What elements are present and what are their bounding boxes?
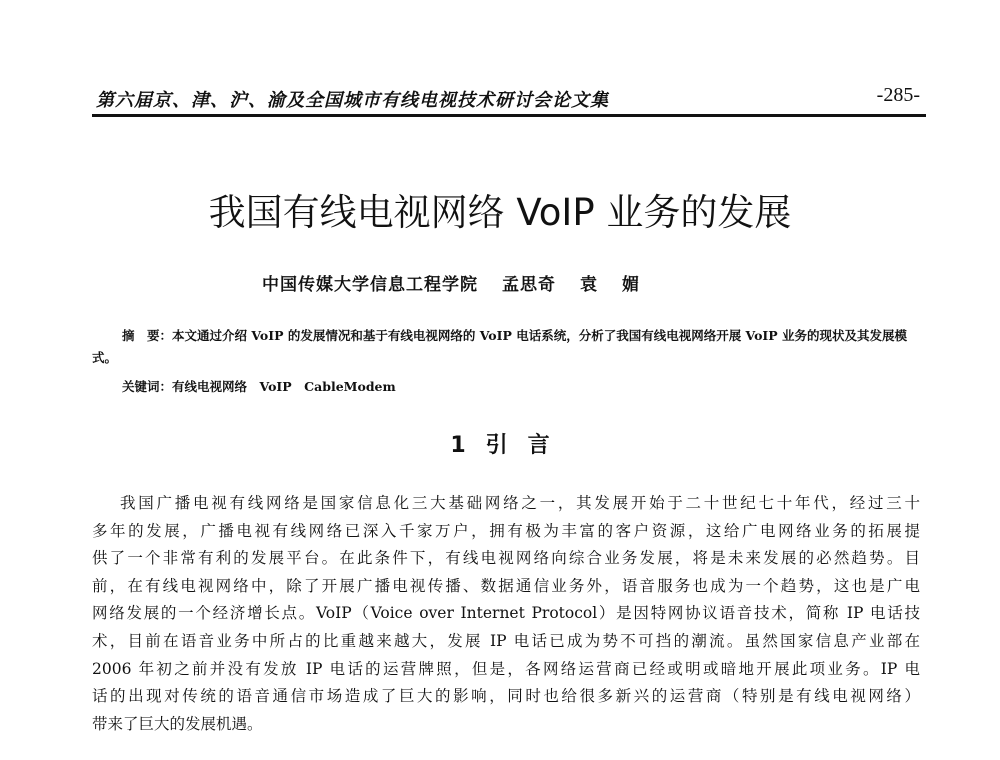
author-name: 孟思奇 bbox=[502, 275, 556, 295]
body-line: 带来了巨大的发展机遇。 bbox=[92, 714, 263, 733]
body-line: 供了一个非常有利的发展平台。在此条件下，有线电视网络向综合业务发展，将是未来发展的必然趋势。目 bbox=[92, 549, 920, 568]
proceedings-title: 第六届京、津、沪、渝及全国城市有线电视技术研讨会论文集 bbox=[96, 90, 609, 111]
section-title-char: 引 bbox=[485, 433, 508, 458]
body-line: 2006 年初之前并没有发放 IP 电话的运营牌照，但是，各网络运营商已经或明或暗地开展此项业务。IP 电 bbox=[92, 659, 920, 678]
affiliation: 中国传媒大学信息工程学院 bbox=[262, 275, 478, 295]
section-title-char: 言 bbox=[527, 433, 550, 458]
body-line: 术，目前在语音业务中所占的比重越来越大，发展 IP 电话已成为势不可挡的潮流。虽然国家信息产业部在 bbox=[92, 631, 920, 650]
keywords bbox=[122, 377, 396, 395]
abstract-text: 本文通过介绍 VoIP 的发展情况和基于有线电视网络的 VoIP 电话系统，分析了我国有线电视网络开展 VoIP 业务的现状及其发展模式。 bbox=[92, 328, 908, 365]
keywords-text: 有线电视网络 VoIP CableModem bbox=[172, 379, 396, 394]
author-line bbox=[262, 270, 640, 295]
body-line: 我国广播电视有线网络是国家信息化三大基础网络之一，其发展开始于二十世纪七十年代，经过三十 bbox=[120, 494, 920, 512]
body-line: 多年的发展，广播电视有线网络已深入千家万户，拥有极为丰富的客户资源，这给广电网络业务的拓展提 bbox=[92, 521, 920, 540]
abstract bbox=[92, 325, 922, 369]
author-name: 媚 bbox=[622, 275, 640, 295]
paper-title: 我国有线电视网络 VoIP 业务的发展 bbox=[208, 191, 792, 234]
section-heading bbox=[0, 428, 1000, 459]
author-name: 袁 bbox=[580, 275, 598, 295]
section-number: 1 bbox=[450, 433, 466, 458]
abstract-label: 摘 要： bbox=[122, 328, 173, 343]
body-paragraph bbox=[92, 490, 920, 738]
page-number: -285- bbox=[876, 84, 920, 106]
body-line: 前，在有线电视网络中，除了开展广播电视传播、数据通信业务外，语音服务也成为一个趋势，这也是广电 bbox=[92, 576, 920, 595]
body-line: 话的出现对传统的语音通信市场造成了巨大的影响，同时也给很多新兴的运营商（特别是有线电视网络） bbox=[92, 687, 920, 706]
running-header bbox=[92, 84, 926, 117]
keywords-label: 关键词： bbox=[122, 379, 173, 394]
body-line: 网络发展的一个经济增长点。VoIP（Voice over Internet Protocol）是因特网协议语音技术，简称 IP 电话技 bbox=[92, 604, 920, 623]
